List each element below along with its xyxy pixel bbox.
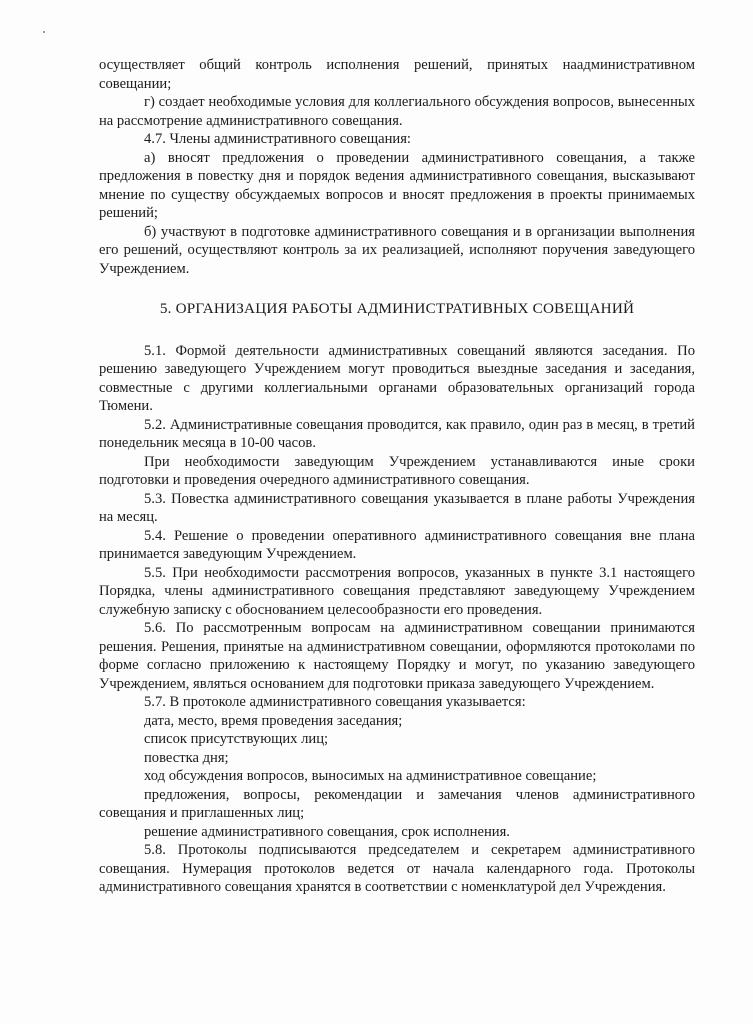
paragraph: осуществляет общий контроль исполнения решений, принятых наадминистративном совещании; bbox=[99, 57, 695, 92]
paragraph: б) участвуют в подготовке административного совещания и в организации выполнения его решений, осуществляют контроль за их реализацией, исполняют поручения заведующего Учреждением. bbox=[99, 223, 695, 277]
paragraph: 4.7. Члены административного совещания: bbox=[144, 131, 411, 147]
list-item: дата, место, время проведения заседания; bbox=[144, 712, 403, 729]
scan-speck bbox=[43, 31, 45, 33]
list-item: повестка дня; bbox=[144, 749, 229, 766]
section-title: 5. ОРГАНИЗАЦИЯ РАБОТЫ АДМИНИСТРАТИВНЫХ СОВЕЩАНИЙ bbox=[159, 300, 635, 317]
list-item: предложения, вопросы, рекомендации и замечания членов административного совещания и приглашенных лиц; bbox=[99, 786, 695, 821]
paragraph: 5.7. В протоколе административного совещания указывается: bbox=[144, 694, 526, 710]
list-item: список присутствующих лиц; bbox=[144, 731, 329, 747]
list-item: решение административного совещания, срок исполнения. bbox=[144, 823, 510, 840]
paragraph: При необходимости заведующим Учреждением устанавливаются иные сроки подготовки и проведения очередного административного совещания. bbox=[99, 453, 695, 488]
paragraph: 5.2. Административные совещания проводится, как правило, один раз в месяц, в третий понедельник месяца в 10-00 часов. bbox=[99, 416, 695, 451]
paragraph: 5.4. Решение о проведении оперативного административного совещания вне плана принимается заведующим Учреждением. bbox=[99, 527, 695, 562]
paragraph: а) вносят предложения о проведении административного совещания, а также предложения в повестку дня и порядок ведения административного совещания, высказывают мнение по существу обсуждаемых вопросов и вносят предложения в проекты принимаемых решений; bbox=[99, 149, 695, 221]
paragraph: г) создает необходимые условия для коллегиального обсуждения вопросов, вынесенных на рассмотрение административного совещания. bbox=[99, 94, 695, 129]
paragraph: 5.3. Повестка административного совещания указывается в плане работы Учреждения на месяц. bbox=[99, 490, 695, 525]
paragraph: 5.6. По рассмотренным вопросам на административном совещании принимаются решения. Решения, принятые на административном совещании, оформляются протоколами по форме согласно приложению к настоящему Порядку и могут, по указанию заведующего Учреждением, являться основанием для подготовки приказа заведующего Учреждением. bbox=[99, 620, 695, 692]
document-body bbox=[99, 56, 695, 897]
paragraph: 5.1. Формой деятельности административных совещаний являются заседания. По решению заведующего Учреждением могут проводиться выездные заседания и заседания, совместные с другими коллегиальными органами образовательных организаций города Тюмени. bbox=[99, 342, 695, 414]
list-item: ход обсуждения вопросов, выносимых на административное совещание; bbox=[144, 768, 597, 784]
paragraph: 5.8. Протоколы подписываются председателем и секретарем административного совещания. Нумерация протоколов ведется от начала календарного года. Протоколы административного совещания хранятся в соответствии с номенклатурой дел Учреждения. bbox=[99, 842, 695, 895]
paragraph: 5.5. При необходимости рассмотрения вопросов, указанных в пункте 3.1 настоящего Порядка, члены административного совещания представляют заведующему Учреждением служебную записку с обоснованием целесообразности его проведения. bbox=[99, 564, 695, 618]
